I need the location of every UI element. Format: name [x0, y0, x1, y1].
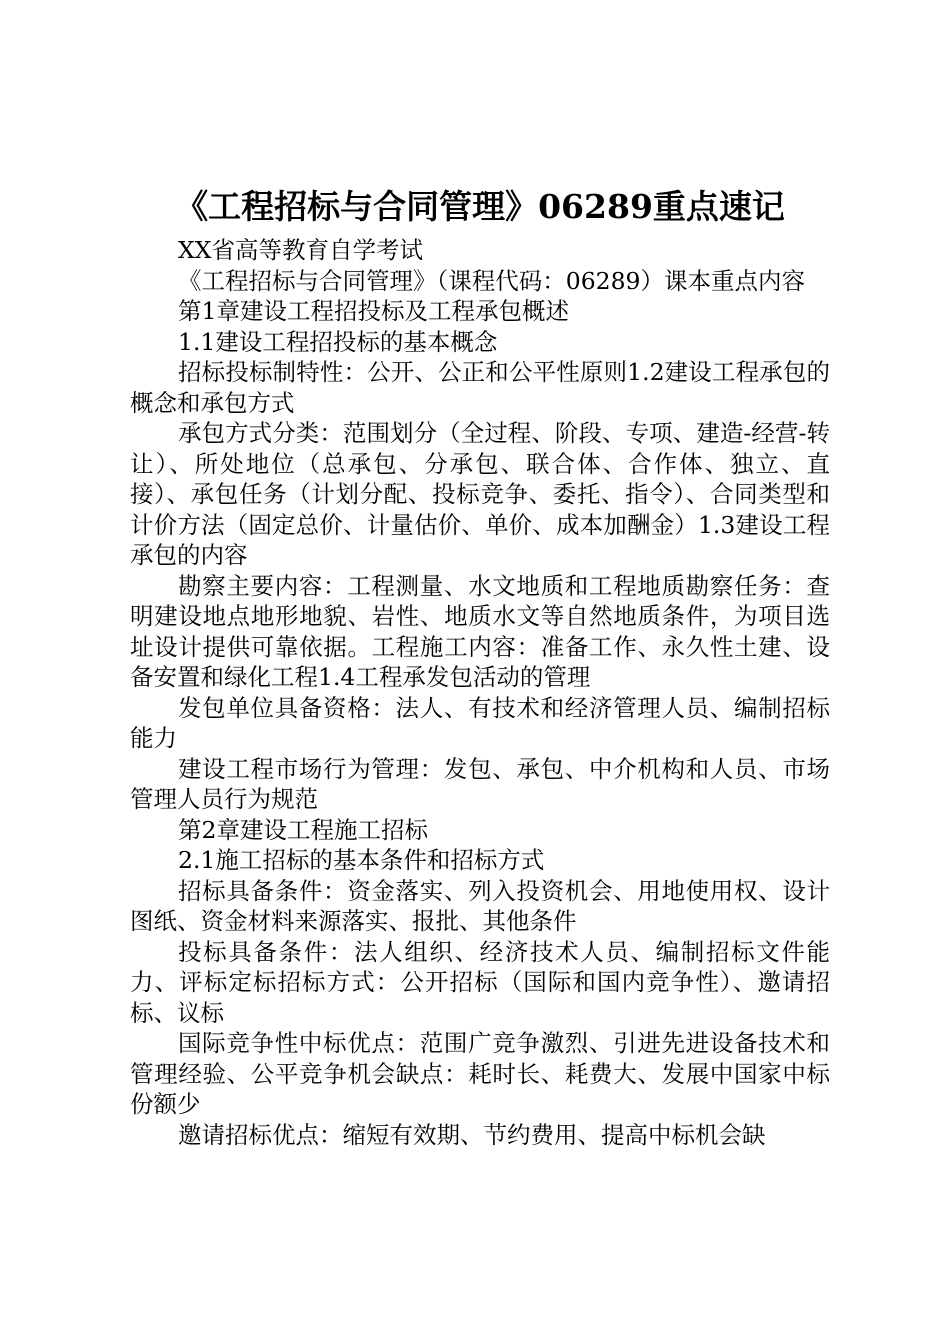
paragraph-exam-name: XX省高等教育自学考试	[178, 236, 423, 264]
paragraph-course-code: 《工程招标与合同管理》（课程代码：06289）课本重点内容	[178, 266, 806, 295]
paragraph: 承包方式分类：范围划分（全过程、阶段、专项、建造-经营-转让）、所处地位（总承包、分承包、联合体、合作体、独立、直接）、承包任务（计划分配、投标竞争、委托、指令）、合同类型和计价方法（固定总价、计量估价、单价、成本加酬金）1.3建设工程承包的内容	[130, 419, 830, 569]
chapter-2-heading: 第2章建设工程施工招标	[178, 815, 428, 844]
paragraph: 邀请招标优点：缩短有效期、节约费用、提高中标机会缺	[178, 1120, 766, 1149]
paragraph: 建设工程市场行为管理：发包、承包、中介机构和人员、市场管理人员行为规范	[130, 754, 830, 813]
document-title: 《工程招标与合同管理》06289重点速记	[175, 187, 785, 226]
document-body	[130, 235, 830, 1150]
paragraph: 招标具备条件：资金落实、列入投资机会、用地使用权、设计图纸、资金材料来源落实、报批、其他条件	[130, 876, 830, 935]
paragraph: 招标投标制特性：公开、公正和公平性原则1.2建设工程承包的概念和承包方式	[130, 358, 830, 417]
chapter-1-heading: 第1章建设工程招投标及工程承包概述	[178, 297, 569, 325]
paragraph: 国际竞争性中标优点：范围广竞争激烈、引进先进设备技术和管理经验、公平竞争机会缺点：耗时长、耗费大、发展中国家中标份额少	[130, 1029, 830, 1118]
paragraph: 投标具备条件：法人组织、经济技术人员、编制招标文件能力、评标定标招标方式：公开招标（国际和国内竞争性）、邀请招标、议标	[130, 937, 830, 1027]
section-2-1-heading: 2.1施工招标的基本条件和招标方式	[178, 846, 545, 874]
paragraph: 勘察主要内容：工程测量、水文地质和工程地质勘察任务：查明建设地点地形地貌、岩性、地质水文等自然地质条件，为项目选址设计提供可靠依据。工程施工内容：准备工作、永久性土建、设备安置和绿化工程1.4工程承发包活动的管理	[130, 571, 830, 691]
section-1-1-heading: 1.1建设工程招投标的基本概念	[178, 327, 498, 356]
paragraph: 发包单位具备资格：法人、有技术和经济管理人员、编制招标能力	[130, 693, 830, 752]
